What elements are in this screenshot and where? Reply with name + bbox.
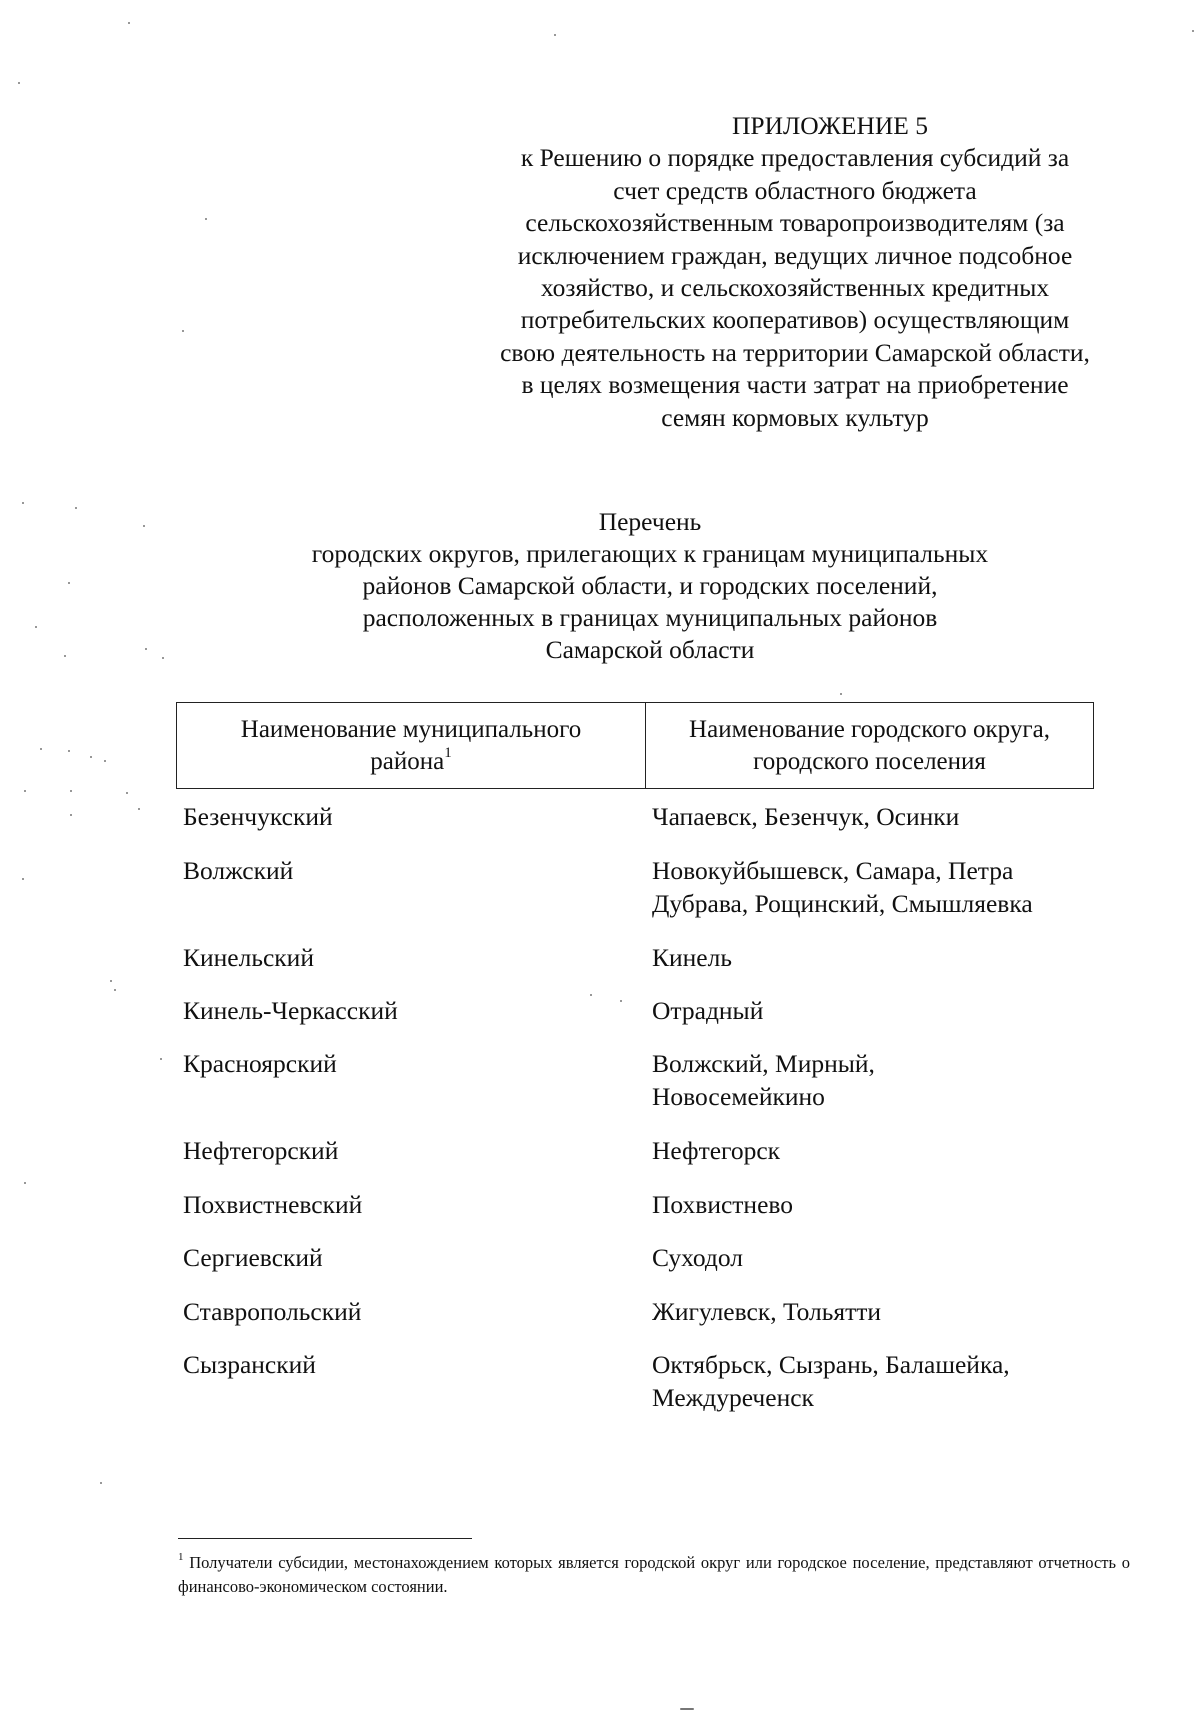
scan-speck bbox=[162, 657, 164, 659]
footnote-divider bbox=[178, 1538, 472, 1539]
city-line: Октябрьск, Сызрань, Балашейка, bbox=[652, 1350, 1010, 1379]
appendix-title: ПРИЛОЖЕНИЕ 5 bbox=[731, 111, 929, 140]
appendix-line: счет средств областного бюджета bbox=[613, 175, 977, 205]
scan-speck bbox=[160, 1058, 162, 1060]
appendix-line: свою деятельность на территории Самарской области, bbox=[500, 337, 1090, 367]
scan-speck bbox=[22, 502, 24, 504]
column-header-district bbox=[177, 703, 646, 788]
footnote-mark: 1 bbox=[178, 1550, 184, 1563]
column-header-line bbox=[370, 746, 451, 778]
city-line: Междуреченск bbox=[652, 1383, 814, 1412]
appendix-line: к Решению о порядке предоставления субсидий за bbox=[520, 143, 1070, 173]
scan-speck bbox=[64, 655, 66, 657]
list-subtitle-line: расположенных в границах муниципальных районов bbox=[362, 603, 938, 632]
city-line: Новокуйбышевск, Самара, Петра bbox=[652, 856, 1014, 885]
district-cell: Сызранский bbox=[183, 1350, 316, 1379]
scan-speck bbox=[110, 980, 112, 982]
appendix-line: сельскохозяйственным товаропроизводителям (за bbox=[525, 208, 1065, 238]
district-cell: Кинель-Черкасский bbox=[183, 996, 398, 1025]
city-line: Волжский, Мирный, bbox=[652, 1049, 875, 1078]
city-line: Кинель bbox=[652, 943, 732, 972]
district-cell: Кинельский bbox=[183, 943, 314, 972]
city-cell bbox=[652, 941, 1092, 974]
scan-speck bbox=[18, 82, 20, 84]
scan-speck bbox=[138, 808, 140, 810]
district-cell: Ставропольский bbox=[183, 1297, 362, 1326]
scan-speck bbox=[68, 750, 70, 752]
district-cell: Красноярский bbox=[183, 1049, 337, 1078]
scan-speck bbox=[68, 582, 70, 584]
city-line: Отрадный bbox=[652, 996, 764, 1025]
appendix-heading-block bbox=[462, 110, 1128, 434]
scan-speck bbox=[182, 330, 184, 332]
city-cell bbox=[652, 1047, 1092, 1113]
appendix-line: исключением граждан, ведущих личное подсобное bbox=[517, 240, 1073, 270]
appendix-line: в целях возмещения части затрат на приобретение bbox=[521, 370, 1069, 400]
city-line: Чапаевск, Безенчук, Осинки bbox=[652, 802, 960, 831]
city-cell bbox=[652, 800, 1092, 833]
scan-speck bbox=[143, 525, 145, 527]
district-cell: Волжский bbox=[183, 856, 294, 885]
city-cell bbox=[652, 994, 1092, 1027]
scan-speck bbox=[128, 22, 130, 24]
scan-speck bbox=[100, 1482, 102, 1484]
city-cell bbox=[652, 854, 1092, 920]
footnote-text: Получатели субсидии, местонахождением которых является городской округ или городское поселение, представляют отчетность о финансово-экономическом состоянии. bbox=[178, 1553, 1131, 1596]
district-cell: Сергиевский bbox=[183, 1243, 323, 1272]
district-cell: Безенчукский bbox=[183, 802, 333, 831]
scan-speck bbox=[1192, 30, 1194, 32]
scan-speck bbox=[590, 994, 592, 996]
column-header-line: Наименование городского округа, bbox=[689, 715, 1050, 743]
appendix-line: семян кормовых культур bbox=[661, 402, 929, 432]
district-cell: Похвистневский bbox=[183, 1190, 363, 1219]
scan-speck bbox=[35, 626, 37, 628]
column-header-line: городского поселения bbox=[753, 747, 986, 775]
column-header-line: Наименование муниципального bbox=[240, 715, 582, 743]
table-header bbox=[176, 702, 1094, 789]
scan-speck bbox=[145, 648, 147, 650]
list-heading: Перечень bbox=[598, 507, 702, 536]
scan-speck bbox=[24, 790, 26, 792]
scan-speck bbox=[22, 878, 24, 880]
footnote-reference: 1 bbox=[444, 745, 452, 762]
footnote bbox=[178, 1551, 1130, 1599]
column-header-text: района bbox=[370, 747, 445, 775]
appendix-line: хозяйство, и сельскохозяйственных кредитных bbox=[540, 273, 1050, 303]
scan-speck bbox=[205, 218, 207, 220]
scan-speck bbox=[680, 1708, 694, 1710]
list-subtitle-line: Самарской области bbox=[545, 635, 755, 664]
city-line: Суходол bbox=[652, 1243, 744, 1272]
city-line: Новосемейкино bbox=[652, 1082, 825, 1111]
list-subtitle-line: городских округов, прилегающих к границам муниципальных bbox=[311, 539, 989, 568]
city-line: Жигулевск, Тольятти bbox=[652, 1297, 882, 1326]
scan-speck bbox=[24, 1182, 26, 1184]
scan-speck bbox=[114, 989, 116, 991]
scan-speck bbox=[70, 814, 72, 816]
scan-speck bbox=[554, 34, 556, 36]
list-subtitle-line: районов Самарской области, и городских поселений, bbox=[362, 571, 938, 600]
scan-speck bbox=[70, 790, 72, 792]
city-line: Похвистнево bbox=[652, 1190, 794, 1219]
scan-speck bbox=[90, 756, 92, 758]
list-title-block bbox=[160, 506, 1140, 666]
city-line: Нефтегорск bbox=[652, 1136, 781, 1165]
city-cell bbox=[652, 1295, 1092, 1328]
city-line: Дубрава, Рощинский, Смышляевка bbox=[652, 889, 1033, 918]
district-cell: Нефтегорский bbox=[183, 1136, 339, 1165]
scan-speck bbox=[840, 693, 842, 695]
city-cell bbox=[652, 1134, 1092, 1167]
scan-speck bbox=[126, 792, 128, 794]
column-header-city bbox=[646, 703, 1093, 788]
scan-speck bbox=[620, 1000, 622, 1002]
city-cell bbox=[652, 1188, 1092, 1221]
scan-speck bbox=[75, 507, 77, 509]
appendix-line: потребительских кооперативов) осуществляющим bbox=[520, 305, 1070, 335]
city-cell bbox=[652, 1241, 1092, 1274]
scan-speck bbox=[104, 760, 106, 762]
city-cell bbox=[652, 1348, 1092, 1414]
scan-speck bbox=[40, 748, 42, 750]
